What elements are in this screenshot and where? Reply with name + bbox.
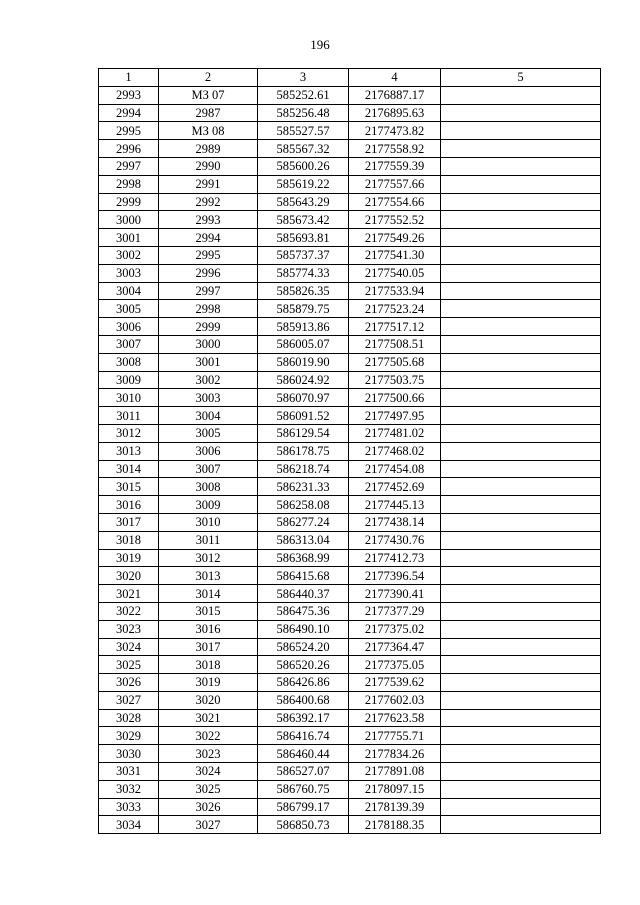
column-header: 5 [441, 69, 601, 87]
table-cell: 3012 [99, 424, 159, 442]
table-cell [441, 353, 601, 371]
table-row [99, 211, 601, 229]
table-cell: 3013 [99, 442, 159, 460]
table-cell: 3006 [159, 442, 258, 460]
table-cell: 586490.10 [258, 620, 349, 638]
table-cell: 3002 [99, 246, 159, 264]
table-cell [441, 157, 601, 175]
table-cell [441, 460, 601, 478]
table-cell: 2177508.51 [349, 335, 441, 353]
column-header: 4 [349, 69, 441, 87]
table-cell [441, 513, 601, 531]
table-cell: 2177517.12 [349, 318, 441, 336]
table-cell: 3016 [99, 496, 159, 514]
table-cell: 2177549.26 [349, 229, 441, 247]
table-cell: 3031 [99, 763, 159, 781]
table-cell: 3002 [159, 371, 258, 389]
table-cell: 3004 [99, 282, 159, 300]
table-cell: 585693.81 [258, 229, 349, 247]
table-cell: 3019 [159, 674, 258, 692]
table-row [99, 478, 601, 496]
table-cell [441, 549, 601, 567]
table-cell [441, 246, 601, 264]
table-cell: 3008 [99, 353, 159, 371]
table-cell: 586277.24 [258, 513, 349, 531]
table-cell: 586850.73 [258, 816, 349, 834]
table-row [99, 460, 601, 478]
table-cell: 586524.20 [258, 638, 349, 656]
table-cell: 585643.29 [258, 193, 349, 211]
table-row [99, 264, 601, 282]
table-row [99, 531, 601, 549]
table-cell: 2178097.15 [349, 780, 441, 798]
table-cell: 585879.75 [258, 300, 349, 318]
table-cell: 3016 [159, 620, 258, 638]
table-cell [441, 264, 601, 282]
table-cell [441, 300, 601, 318]
table-cell: МЗ 08 [159, 122, 258, 140]
table-row [99, 140, 601, 158]
table-cell: 2177540.05 [349, 264, 441, 282]
table-row [99, 691, 601, 709]
table-cell [441, 691, 601, 709]
table-cell: 3033 [99, 798, 159, 816]
table-row [99, 638, 601, 656]
table-cell: 2177558.92 [349, 140, 441, 158]
table-cell: 585673.42 [258, 211, 349, 229]
table-row [99, 371, 601, 389]
table-cell [441, 816, 601, 834]
table-cell: 586415.68 [258, 567, 349, 585]
table-cell [441, 674, 601, 692]
coordinates-table [98, 68, 601, 834]
table-row [99, 513, 601, 531]
table-cell: 2177377.29 [349, 602, 441, 620]
table-cell: 3018 [159, 656, 258, 674]
table-cell: 2177834.26 [349, 745, 441, 763]
table-cell: 3028 [99, 709, 159, 727]
table-cell: 3021 [99, 585, 159, 603]
table-cell [441, 104, 601, 122]
table-cell [441, 407, 601, 425]
table-row [99, 424, 601, 442]
table-cell: 2177891.08 [349, 763, 441, 781]
table-cell: 3021 [159, 709, 258, 727]
table-row [99, 585, 601, 603]
table-cell: 2998 [99, 175, 159, 193]
table-cell: 586760.75 [258, 780, 349, 798]
table-cell: 3006 [99, 318, 159, 336]
table-cell: 585913.86 [258, 318, 349, 336]
table-cell: 3010 [99, 389, 159, 407]
table-cell: 2177454.08 [349, 460, 441, 478]
table-row [99, 816, 601, 834]
table-row [99, 442, 601, 460]
table-row [99, 389, 601, 407]
table-row [99, 602, 601, 620]
table-cell: 586368.99 [258, 549, 349, 567]
table-cell [441, 389, 601, 407]
table-cell [441, 531, 601, 549]
table-cell: 3000 [159, 335, 258, 353]
table-cell [441, 656, 601, 674]
table-cell: 2177468.02 [349, 442, 441, 460]
column-header: 1 [99, 69, 159, 87]
table-cell: 2999 [159, 318, 258, 336]
table-cell [441, 229, 601, 247]
table-cell: 3015 [159, 602, 258, 620]
table-cell: 2177503.75 [349, 371, 441, 389]
table-row [99, 246, 601, 264]
table-cell: 3019 [99, 549, 159, 567]
table-cell [441, 727, 601, 745]
table-cell: 3007 [99, 335, 159, 353]
table-cell: 586426.86 [258, 674, 349, 692]
table-cell: 3025 [159, 780, 258, 798]
table-cell: 3005 [159, 424, 258, 442]
table-cell: 3010 [159, 513, 258, 531]
table-cell: 3029 [99, 727, 159, 745]
table-cell: 3027 [159, 816, 258, 834]
table-cell: 3005 [99, 300, 159, 318]
table-row [99, 86, 601, 104]
table-cell: 3009 [159, 496, 258, 514]
table-cell: 586091.52 [258, 407, 349, 425]
table-cell: 3014 [99, 460, 159, 478]
table-cell: 2177445.13 [349, 496, 441, 514]
table-cell: 3022 [159, 727, 258, 745]
table-cell: 3023 [159, 745, 258, 763]
table-cell: 586070.97 [258, 389, 349, 407]
table-row [99, 335, 601, 353]
table-header-row [99, 69, 601, 87]
table-cell: 585252.61 [258, 86, 349, 104]
table-cell: 586520.26 [258, 656, 349, 674]
table-cell [441, 318, 601, 336]
table-cell: 2177390.41 [349, 585, 441, 603]
table-cell: 586527.07 [258, 763, 349, 781]
table-row [99, 727, 601, 745]
table-cell: 2178139.39 [349, 798, 441, 816]
table-cell: 2989 [159, 140, 258, 158]
table-cell: 3017 [159, 638, 258, 656]
table-cell: 2999 [99, 193, 159, 211]
table-cell: 2995 [159, 246, 258, 264]
table-cell: 586313.04 [258, 531, 349, 549]
table-row [99, 353, 601, 371]
table-cell [441, 122, 601, 140]
table-cell: 2994 [159, 229, 258, 247]
table-cell [441, 763, 601, 781]
table-cell [441, 798, 601, 816]
table-row [99, 674, 601, 692]
table-body [99, 86, 601, 833]
table-row [99, 763, 601, 781]
table-cell: 2177430.76 [349, 531, 441, 549]
table-row [99, 157, 601, 175]
table-cell: 3004 [159, 407, 258, 425]
table-cell: 586392.17 [258, 709, 349, 727]
table-cell: МЗ 07 [159, 86, 258, 104]
table-cell: 3018 [99, 531, 159, 549]
table-cell: 2177375.02 [349, 620, 441, 638]
table-cell: 585567.32 [258, 140, 349, 158]
table-cell: 3017 [99, 513, 159, 531]
table-cell: 585527.57 [258, 122, 349, 140]
table-row [99, 496, 601, 514]
table-row [99, 407, 601, 425]
table-row [99, 300, 601, 318]
table-cell: 2987 [159, 104, 258, 122]
table-cell: 3011 [159, 531, 258, 549]
table-cell: 2177541.30 [349, 246, 441, 264]
table-cell [441, 478, 601, 496]
table-cell: 585619.22 [258, 175, 349, 193]
table-cell: 585600.26 [258, 157, 349, 175]
table-cell: 586416.74 [258, 727, 349, 745]
table-cell: 2177438.14 [349, 513, 441, 531]
table-cell: 2177559.39 [349, 157, 441, 175]
table-cell: 2994 [99, 104, 159, 122]
table-cell: 586460.44 [258, 745, 349, 763]
table-row [99, 656, 601, 674]
table-cell [441, 86, 601, 104]
table-cell: 2177554.66 [349, 193, 441, 211]
table-cell: 2176895.63 [349, 104, 441, 122]
table-cell [441, 442, 601, 460]
table-row [99, 282, 601, 300]
table-cell: 2177755.71 [349, 727, 441, 745]
table-cell [441, 585, 601, 603]
table-cell: 586178.75 [258, 442, 349, 460]
table-cell: 2177552.52 [349, 211, 441, 229]
table-cell: 3030 [99, 745, 159, 763]
table-cell: 586475.36 [258, 602, 349, 620]
page-number: 196 [310, 37, 330, 52]
table-row [99, 620, 601, 638]
table-cell [441, 335, 601, 353]
table-cell: 585774.33 [258, 264, 349, 282]
table-cell: 3012 [159, 549, 258, 567]
table-cell: 2177557.66 [349, 175, 441, 193]
table-cell: 2178188.35 [349, 816, 441, 834]
table-cell [441, 140, 601, 158]
table-cell: 2177539.62 [349, 674, 441, 692]
table-cell: 585737.37 [258, 246, 349, 264]
table-cell: 3024 [99, 638, 159, 656]
table-cell: 2177481.02 [349, 424, 441, 442]
table-cell: 3032 [99, 780, 159, 798]
table-cell: 3025 [99, 656, 159, 674]
table-cell: 2998 [159, 300, 258, 318]
table-cell: 3008 [159, 478, 258, 496]
column-header: 3 [258, 69, 349, 87]
table-cell: 2997 [159, 282, 258, 300]
table-cell: 3022 [99, 602, 159, 620]
table-cell [441, 282, 601, 300]
table-cell: 3027 [99, 691, 159, 709]
table-cell [441, 602, 601, 620]
table-cell: 3024 [159, 763, 258, 781]
table-cell: 2177473.82 [349, 122, 441, 140]
table-row [99, 798, 601, 816]
table-cell [441, 211, 601, 229]
table-cell: 2996 [99, 140, 159, 158]
table-cell: 2996 [159, 264, 258, 282]
table-cell: 586218.74 [258, 460, 349, 478]
table-cell [441, 745, 601, 763]
table-cell: 586440.37 [258, 585, 349, 603]
table-cell: 2177452.69 [349, 478, 441, 496]
table-cell: 3001 [159, 353, 258, 371]
table-cell: 2177602.03 [349, 691, 441, 709]
table-cell: 586231.33 [258, 478, 349, 496]
table-cell [441, 620, 601, 638]
table-cell: 3014 [159, 585, 258, 603]
table-cell: 2177375.05 [349, 656, 441, 674]
table-cell [441, 175, 601, 193]
table-cell [441, 193, 601, 211]
table-cell [441, 567, 601, 585]
table-cell: 586129.54 [258, 424, 349, 442]
table-cell: 3020 [159, 691, 258, 709]
table-row [99, 745, 601, 763]
table-cell: 3026 [159, 798, 258, 816]
table-cell: 2177505.68 [349, 353, 441, 371]
table-cell: 2993 [99, 86, 159, 104]
table-cell: 3001 [99, 229, 159, 247]
table-cell: 2177500.66 [349, 389, 441, 407]
table-cell: 3015 [99, 478, 159, 496]
table-cell: 586400.68 [258, 691, 349, 709]
table-cell: 585256.48 [258, 104, 349, 122]
table-cell: 2993 [159, 211, 258, 229]
table-cell: 586258.08 [258, 496, 349, 514]
table-row [99, 104, 601, 122]
table-cell: 2177412.73 [349, 549, 441, 567]
table-cell: 2992 [159, 193, 258, 211]
table-cell: 3009 [99, 371, 159, 389]
table-cell [441, 638, 601, 656]
table-row [99, 709, 601, 727]
table-cell: 585826.35 [258, 282, 349, 300]
table-row [99, 175, 601, 193]
table-row [99, 549, 601, 567]
table-row [99, 318, 601, 336]
table-cell: 3020 [99, 567, 159, 585]
table-row [99, 567, 601, 585]
table-cell: 3003 [99, 264, 159, 282]
column-header: 2 [159, 69, 258, 87]
table-cell [441, 709, 601, 727]
table-cell: 3034 [99, 816, 159, 834]
table-cell: 2177533.94 [349, 282, 441, 300]
table-cell: 2177623.58 [349, 709, 441, 727]
table-cell: 3011 [99, 407, 159, 425]
table-cell: 2177396.54 [349, 567, 441, 585]
table-cell [441, 371, 601, 389]
table-cell: 2176887.17 [349, 86, 441, 104]
table-cell: 2990 [159, 157, 258, 175]
table-row [99, 193, 601, 211]
table-row [99, 780, 601, 798]
table-cell: 3003 [159, 389, 258, 407]
table-cell: 586799.17 [258, 798, 349, 816]
table-row [99, 122, 601, 140]
table-cell: 586024.92 [258, 371, 349, 389]
table-cell: 2177523.24 [349, 300, 441, 318]
table-cell: 3026 [99, 674, 159, 692]
table-cell: 3007 [159, 460, 258, 478]
table-cell: 2995 [99, 122, 159, 140]
table-cell [441, 780, 601, 798]
table-cell: 2991 [159, 175, 258, 193]
table-cell: 2177497.95 [349, 407, 441, 425]
table-cell: 2997 [99, 157, 159, 175]
table-cell [441, 496, 601, 514]
table-cell: 2177364.47 [349, 638, 441, 656]
table-cell: 3013 [159, 567, 258, 585]
table-cell: 586005.07 [258, 335, 349, 353]
table-cell: 3000 [99, 211, 159, 229]
table-cell: 586019.90 [258, 353, 349, 371]
table-cell: 3023 [99, 620, 159, 638]
table-row [99, 229, 601, 247]
table-cell [441, 424, 601, 442]
